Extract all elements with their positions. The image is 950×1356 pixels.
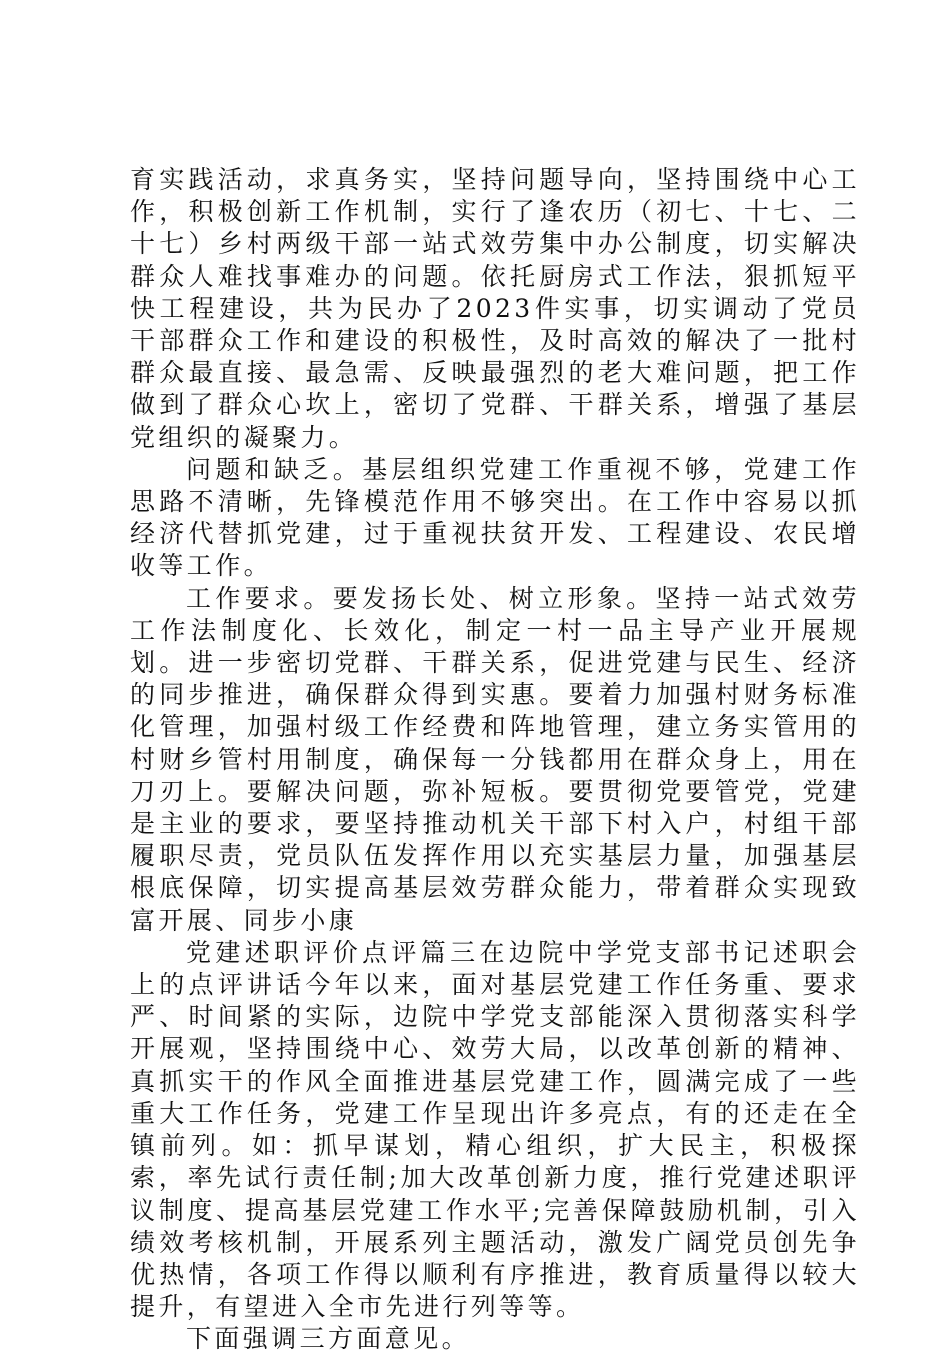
paragraph-requirements: 工作要求。要发扬长处、树立形象。坚持一站式效劳工作法制度化、长效化，制定一村一品主导产业开展规划。进一步密切党群、干群关系，促进党建与民生、经济的同步推进，确保群众得到实惠。要着力加强村财务标准化管理，加强村级工作经费和阵地管理，建立务实管用的村财乡管村用制度，确保每一分钱都用在群众身上，用在刀刃上。要解决问题，弥补短板。要贯彻党要管党，党建是主业的要求，要坚持推动机关干部下村入户，村组干部履职尽责，党员队伍发挥作用以充实基层力量，加强基层根底保障，切实提高基层效劳群众能力，带着群众实现致富开展、同步小康: [130, 583, 860, 935]
paragraph-problems: 问题和缺乏。基层组织党建工作重视不够，党建工作思路不清晰，先锋模范作用不够突出。在工作中容易以抓经济代替抓党建，过于重视扶贫开发、工程建设、农民增收等工作。: [130, 454, 860, 581]
paragraph-continuation: 育实践活动，求真务实，坚持问题导向，坚持围绕中心工作，积极创新工作机制，实行了逢农历（初七、十七、二十七）乡村两级干部一站式效劳集中办公制度，切实解决群众人难找事难办的问题。依托厨房式工作法，狠抓短平快工程建设，共为民办了2023件实事，切实调动了党员干部群众工作和建设的积极性，及时高效的解决了一批村群众最直接、最急需、反映最强烈的老大难问题，把工作做到了群众心坎上，密切了党群、干群关系，增强了基层党组织的凝聚力。: [130, 165, 860, 452]
paragraph-review-part-three: 党建述职评价点评篇三在边院中学党支部书记述职会上的点评讲话今年以来，面对基层党建工作任务重、要求严、时间紧的实际，边院中学党支部能深入贯彻落实科学开展观，坚持围绕中心、效劳大局，以改革创新的精神、真抓实干的作风全面推进基层党建工作，圆满完成了一些重大工作任务，党建工作呈现出许多亮点，有的还走在全镇前列。如：抓早谋划，精心组织，扩大民主，积极探索，率先试行责任制;加大改革创新力度，推行党建述职评议制度、提高基层党建工作水平;完善保障鼓励机制，引入绩效考核机制，开展系列主题活动，激发广阔党员创先争优热情，各项工作得以顺利有序推进，教育质量得以较大提升，有望进入全市先进行列等等。: [130, 937, 860, 1322]
document-body: [130, 164, 860, 1356]
paragraph-three-opinions: 下面强调三方面意见。: [186, 1324, 471, 1354]
